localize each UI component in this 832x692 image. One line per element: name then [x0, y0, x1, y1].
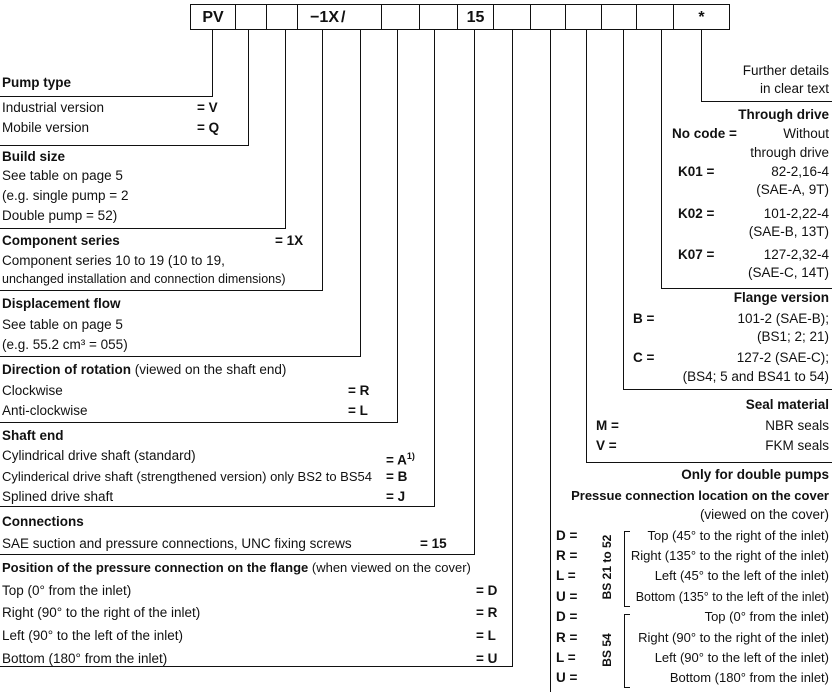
pressure-position-right: Right (90° to the right of the inlet): [2, 605, 201, 620]
connections-sae-code: = 15: [420, 536, 447, 551]
pressure-position-left-code: = L: [476, 628, 496, 643]
rotation-anticlockwise: Anti-clockwise: [2, 403, 88, 418]
build-size-line2: (e.g. single pump = 2: [2, 188, 129, 203]
shaft-end-standard-code: [386, 448, 415, 469]
double-pumps-subtitle: Pressue connection location on the cover: [571, 488, 829, 503]
through-drive-k07-l1: 127-2,32-4: [763, 247, 829, 262]
pressure-position-top-code: = D: [476, 583, 498, 598]
shaft-end-standard-code-text: = A: [386, 452, 407, 468]
seal-material-v: V =: [596, 438, 617, 453]
flange-version-b-l1: 101-2 (SAE-B);: [737, 311, 829, 326]
code-box-3: [266, 4, 297, 30]
pressure-position-bottom: Bottom (180° from the inlet): [2, 651, 168, 666]
seal-material-fkm: FKM seals: [765, 438, 829, 453]
dp-g1-d: D =: [556, 528, 578, 543]
pressure-position-left: Left (90° to the left of the inlet): [2, 628, 184, 643]
seal-material-title: Seal material: [745, 397, 829, 412]
code-box-6: [381, 4, 419, 30]
flange-version-c: C =: [633, 350, 655, 365]
pressure-position-subtitle: (when viewed on the cover): [311, 560, 471, 575]
pressure-position-title: Position of the pressure connection on the flange: [2, 560, 309, 575]
dp-g1-u-label: Bottom (135° to the left of the inlet): [635, 590, 829, 604]
double-pumps-note: (viewed on the cover): [699, 507, 829, 522]
code-box-connections: 15: [457, 4, 493, 30]
shaft-end-splined: Splined drive shaft: [2, 489, 114, 504]
rotation-anticlockwise-code: = L: [348, 403, 368, 418]
shaft-end-title: Shaft end: [2, 428, 64, 443]
rotation-subtitle: (viewed on the shaft end): [134, 362, 287, 377]
dp-g2-r-label: Right (90° to the right of the inlet): [638, 630, 829, 645]
flange-version-c-l2: (BS4; 5 and BS41 to 54): [682, 369, 829, 384]
code-box-2: [235, 4, 266, 30]
build-size-title: Build size: [2, 149, 66, 164]
flange-version-c-l1: 127-2 (SAE-C);: [736, 350, 829, 365]
pump-type-mobile: Mobile version: [2, 120, 90, 135]
through-drive-nocode-l2: through drive: [750, 145, 829, 160]
build-size-line1: See table on page 5: [2, 168, 123, 183]
flange-version-title: Flange version: [733, 290, 829, 305]
rotation-clockwise-code: = R: [348, 383, 370, 398]
build-size-line3: Double pump = 52): [2, 208, 118, 223]
dp-g1-r: R =: [556, 548, 578, 563]
displacement-line1: See table on page 5: [2, 317, 123, 332]
displacement-title: Displacement flow: [2, 296, 121, 311]
rotation-clockwise: Clockwise: [2, 383, 63, 398]
code-box-13: [636, 4, 673, 30]
dp-g2-u: U =: [556, 670, 578, 685]
flange-version-b-l2: (BS1; 2; 21): [756, 329, 829, 344]
through-drive-k02: K02 =: [678, 206, 715, 221]
rotation-title: Direction of rotation: [2, 362, 131, 377]
double-pumps-title: Only for double pumps: [681, 467, 829, 482]
flange-version-b: B =: [633, 311, 655, 326]
pump-type-industrial-code: = V: [197, 100, 218, 115]
pressure-position-bottom-code: = U: [476, 651, 498, 666]
code-box-details: *: [673, 4, 730, 30]
code-box-series: −1X: [297, 4, 341, 30]
shaft-end-strengthened: Cylinderical drive shaft (strengthened version) only BS2 to BS54: [2, 469, 372, 484]
connections-title: Connections: [2, 514, 84, 529]
through-drive-k01-l1: 82-2,16-4: [771, 164, 829, 179]
through-drive-k01-l2: (SAE-A, 9T): [756, 182, 829, 197]
through-drive-k02-l1: 101-2,22-4: [763, 206, 829, 221]
shaft-end-splined-code: = J: [386, 489, 406, 504]
code-box-slash: /: [341, 4, 381, 30]
pressure-position-heading: [2, 560, 471, 576]
through-drive-k01: K01 =: [678, 164, 715, 179]
component-series-line1: Component series 10 to 19 (10 to 19,: [2, 253, 225, 268]
dp-g2-d-label: Top (0° from the inlet): [704, 609, 829, 624]
dp-g1-u: U =: [556, 589, 578, 604]
displacement-line2: (e.g. 55.2 cm³ = 055): [2, 337, 128, 352]
dp-g1-d-label: Top (45° to the right of the inlet): [647, 528, 829, 543]
dp-g2-r: R =: [556, 630, 578, 645]
component-series-line2: unchanged installation and connection dimensions): [2, 272, 286, 286]
through-drive-nocode: No code =: [672, 126, 737, 141]
rotation-heading: [2, 362, 286, 378]
dp-g1-l-label: Left (45° to the left of the inlet): [654, 568, 829, 583]
dp-g1-l: L =: [556, 568, 576, 583]
code-box-12: [601, 4, 636, 30]
seal-material-nbr: NBR seals: [765, 418, 829, 433]
further-details-line2: in clear text: [759, 81, 829, 96]
code-box-11: [565, 4, 601, 30]
further-details-line1: Further details: [742, 63, 829, 78]
pump-type-mobile-code: = Q: [197, 120, 220, 135]
footnote-mark: 1): [406, 451, 415, 461]
component-series-title: Component series: [2, 233, 120, 248]
through-drive-k07: K07 =: [678, 247, 715, 262]
pump-type-industrial: Industrial version: [2, 100, 105, 115]
pressure-position-right-code: = R: [476, 605, 498, 620]
shaft-end-standard: Cylindrical drive shaft (standard): [2, 448, 196, 463]
pressure-position-top: Top (0° from the inlet): [2, 583, 132, 598]
dp-g1-r-label: Right (135° to the right of the inlet): [630, 548, 829, 563]
through-drive-k02-l2: (SAE-B, 13T): [748, 224, 829, 239]
connections-sae: SAE suction and pressure connections, UNC fixing screws: [2, 536, 352, 551]
double-pumps-group2-label: BS 54: [600, 633, 614, 667]
seal-material-m: M =: [596, 418, 619, 433]
through-drive-nocode-l1: Without: [783, 126, 829, 141]
code-box-10: [530, 4, 565, 30]
pump-type-title: Pump type: [2, 75, 72, 90]
double-pumps-group1-label: BS 21 to 52: [600, 534, 614, 600]
code-box-7: [419, 4, 457, 30]
dp-g2-d: D =: [556, 609, 578, 624]
through-drive-title: Through drive: [738, 107, 829, 122]
code-box-pv: PV: [190, 4, 235, 30]
code-box-9: [493, 4, 530, 30]
shaft-end-strengthened-code: = B: [386, 469, 408, 484]
dp-g2-l-label: Left (90° to the left of the inlet): [654, 650, 829, 665]
component-series-code: = 1X: [275, 233, 304, 248]
through-drive-k07-l2: (SAE-C, 14T): [747, 265, 829, 280]
dp-g2-u-label: Bottom (180° from the inlet): [669, 670, 829, 685]
dp-g2-l: L =: [556, 650, 576, 665]
